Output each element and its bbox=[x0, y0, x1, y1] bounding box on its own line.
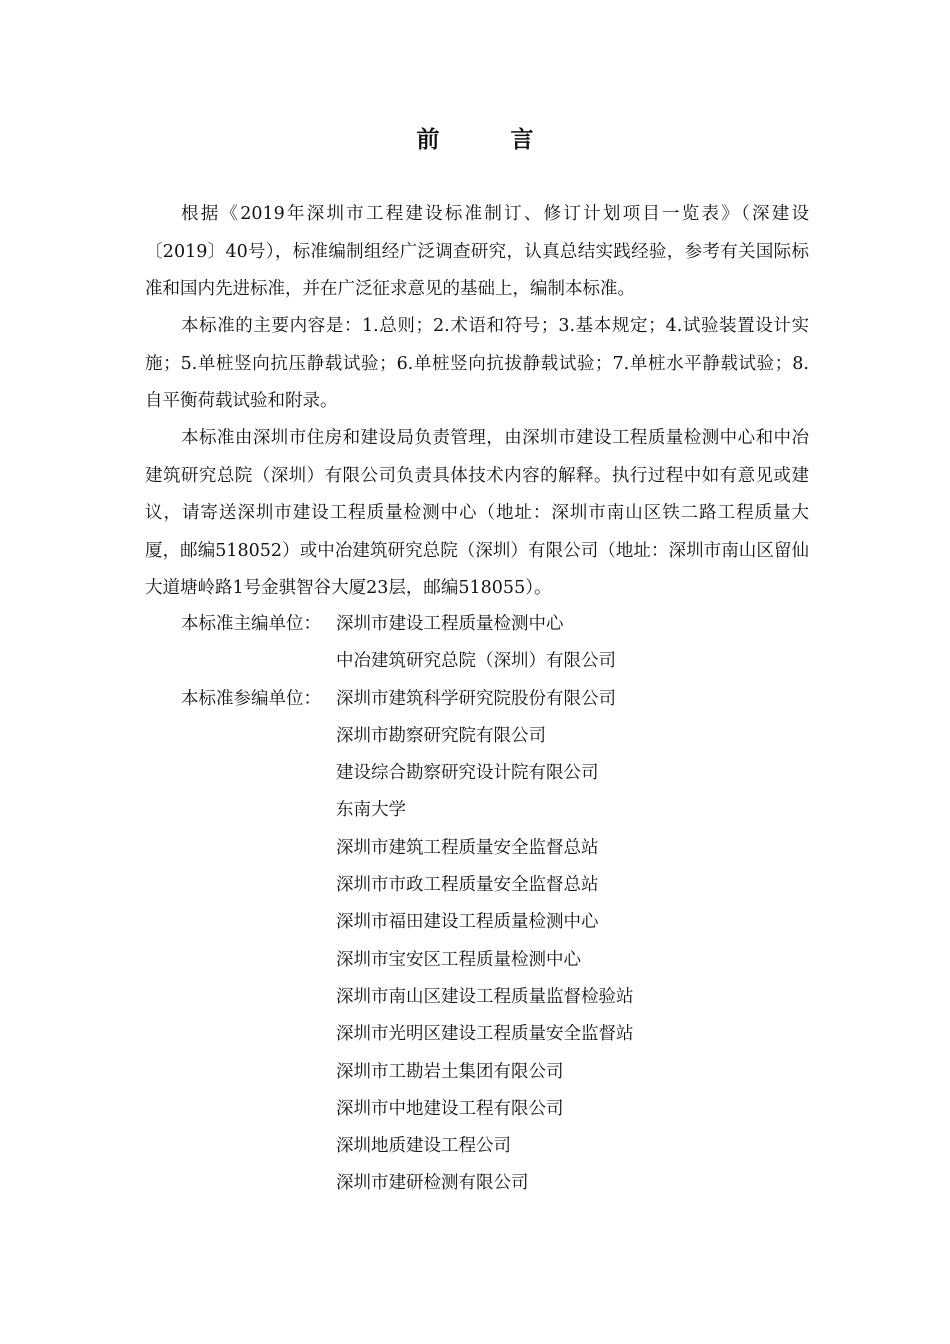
participating-unit-row bbox=[181, 792, 809, 829]
chief-editor-row bbox=[181, 643, 809, 680]
participating-unit-name: 深圳市福田建设工程质量检测中心 bbox=[336, 912, 599, 933]
participating-unit-row bbox=[181, 867, 809, 904]
participating-unit-name: 深圳市南山区建设工程质量监督检验站 bbox=[336, 986, 634, 1007]
paragraph-management: 本标准由深圳市住房和建设局负责管理，由深圳市建设工程质量检测中心和中冶建筑研究总院（深圳）有限公司负责具体技术内容的解释。执行过程中如有意见或建议，请寄送深圳市建设工程质量检测中心（地址：深圳市南山区铁二路工程质量大厦，邮编518052）或中冶建筑研究总院（深圳）有限公司（地址：深圳市南山区留仙大道塘岭路1号金骐智谷大厦23层，邮编518055）。 bbox=[145, 428, 809, 598]
chief-editor-row bbox=[181, 606, 809, 643]
participating-unit-name: 深圳市市政工程质量安全监督总站 bbox=[336, 875, 599, 896]
participating-unit-row bbox=[181, 1016, 809, 1053]
paragraph-basis: 根据《2019年深圳市工程建设标准制订、修订计划项目一览表》（深建设〔2019〕40号），标准编制组经广泛调查研究，认真总结实践经验，参考有关国际标准和国内先进标准，并在广泛征求意见的基础上，编制本标准。 bbox=[145, 204, 809, 299]
participating-unit-name: 深圳市中地建设工程有限公司 bbox=[336, 1098, 564, 1119]
paragraph-contents: 本标准的主要内容是：1.总则；2.术语和符号；3.基本规定；4.试验装置设计实施；5.单桩竖向抗压静载试验；6.单桩竖向抗拔静载试验；7.单桩水平静载试验；8. 自平衡荷载试验和附录。 bbox=[145, 316, 809, 411]
participating-unit-name: 深圳地质建设工程公司 bbox=[336, 1136, 511, 1157]
participating-unit-name: 东南大学 bbox=[336, 800, 406, 821]
participating-unit-name: 深圳市光明区建设工程质量安全监督站 bbox=[336, 1024, 634, 1045]
participating-unit-row bbox=[181, 681, 809, 718]
participating-unit-row bbox=[181, 1091, 809, 1128]
page-title: 前 言 bbox=[416, 126, 558, 153]
units-list bbox=[181, 606, 809, 1203]
participating-unit-name: 建设综合勘察研究设计院有限公司 bbox=[336, 763, 599, 784]
participating-unit-row bbox=[181, 904, 809, 941]
participating-unit-name: 深圳市建研检测有限公司 bbox=[336, 1173, 529, 1194]
participating-unit-name: 深圳市宝安区工程质量检测中心 bbox=[336, 949, 581, 970]
chief-editors-label: 本标准主编单位： bbox=[181, 614, 321, 634]
participating-unit-row bbox=[181, 718, 809, 755]
participating-unit-name: 深圳市勘察研究院有限公司 bbox=[336, 725, 546, 746]
participating-unit-row bbox=[181, 1165, 809, 1202]
participating-unit-row bbox=[181, 942, 809, 979]
participating-unit-row bbox=[181, 755, 809, 792]
participating-units-label: 本标准参编单位： bbox=[181, 688, 321, 709]
participating-unit-name: 深圳市建筑科学研究院股份有限公司 bbox=[336, 688, 616, 709]
participating-unit-name: 深圳市工勘岩土集团有限公司 bbox=[336, 1061, 564, 1082]
participating-unit-row bbox=[181, 979, 809, 1016]
chief-editor-name: 中冶建筑研究总院（深圳）有限公司 bbox=[336, 651, 616, 672]
participating-unit-row bbox=[181, 830, 809, 867]
participating-unit-name: 深圳市建筑工程质量安全监督总站 bbox=[336, 837, 599, 858]
participating-unit-row bbox=[181, 1054, 809, 1091]
participating-unit-row bbox=[181, 1128, 809, 1165]
chief-editor-name: 深圳市建设工程质量检测中心 bbox=[336, 614, 564, 634]
